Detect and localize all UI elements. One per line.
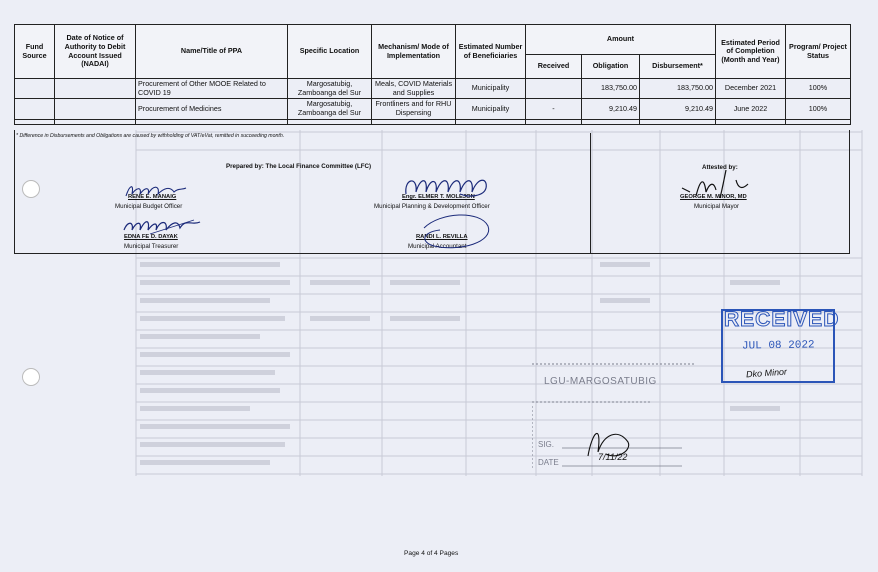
cell-location: Margosatubig, Zamboanga del Sur bbox=[288, 79, 372, 99]
cell-disbursement: 183,750.00 bbox=[640, 79, 716, 99]
table-row-blank bbox=[15, 119, 851, 124]
header-fund-source: Fund Source bbox=[15, 25, 55, 79]
cell-ppa: Procurement of Other MOOE Related to COVID 19 bbox=[136, 79, 288, 99]
footnote: * Difference in Disbursements and Obligations are caused by withholding of VAT/eVat, remitted in succeeding month. bbox=[16, 133, 285, 139]
header-beneficiaries: Estimated Number of Beneficiaries bbox=[456, 25, 526, 79]
received-stamp-date: JUL 08 2022 bbox=[741, 339, 815, 353]
cell-obligation: 9,210.49 bbox=[582, 99, 640, 119]
header-status: Program/ Project Status bbox=[786, 25, 851, 79]
header-mechanism: Mechanism/ Mode of Implementation bbox=[372, 25, 456, 79]
attested-by-label: Attested by: bbox=[702, 164, 738, 171]
cell-received bbox=[526, 79, 582, 99]
header-obligation: Obligation bbox=[582, 55, 640, 79]
budget-officer-title: Municipal Budget Officer bbox=[115, 203, 183, 210]
treasurer-name: EDNA FE D. DAYAK bbox=[124, 234, 178, 240]
cell-fund-source bbox=[15, 79, 55, 99]
treasurer-title: Municipal Treasurer bbox=[124, 243, 179, 250]
cell-obligation: 183,750.00 bbox=[582, 79, 640, 99]
table-row bbox=[15, 79, 851, 99]
header-location: Specific Location bbox=[288, 25, 372, 79]
mayor-name: GEORGE M. MINOR, MD bbox=[680, 194, 747, 200]
table-row bbox=[15, 99, 851, 119]
planning-officer-title: Municipal Planning & Development Officer bbox=[374, 203, 490, 210]
cell-disbursement: 9,210.49 bbox=[640, 99, 716, 119]
lgu-office-stamp-sig-label: SIG. bbox=[538, 440, 555, 449]
prepared-by-label: Prepared by: The Local Finance Committee (LFC) bbox=[226, 163, 372, 170]
lgu-office-stamp-date-label: DATE bbox=[538, 458, 559, 467]
mayor-title: Municipal Mayor bbox=[694, 203, 740, 210]
header-amount: Amount bbox=[526, 25, 716, 55]
budget-officer-name: RENE E. MANAIG bbox=[128, 194, 177, 200]
cell-period: June 2022 bbox=[716, 99, 786, 119]
page-number: Page 4 of 4 Pages bbox=[404, 550, 459, 557]
header-disbursement: Disbursement* bbox=[640, 55, 716, 79]
cell-nadai bbox=[55, 79, 136, 99]
cell-mechanism: Meals, COVID Materials and Supplies bbox=[372, 79, 456, 99]
cell-status: 100% bbox=[786, 99, 851, 119]
cell-mechanism: Frontliners and for RHU Dispensing bbox=[372, 99, 456, 119]
cell-fund-source bbox=[15, 99, 55, 119]
accountant-title: Municipal Accountant bbox=[408, 243, 467, 250]
signature-divider bbox=[590, 133, 591, 254]
planning-officer-name: Engr. ELMER T. MOLEJON bbox=[402, 194, 475, 200]
accountant-name: RANDI L. REVILLA bbox=[416, 234, 468, 240]
ppa-report-table bbox=[14, 24, 851, 125]
binder-hole-bottom bbox=[22, 368, 40, 386]
lgu-office-stamp bbox=[532, 362, 696, 472]
cell-ppa: Procurement of Medicines bbox=[136, 99, 288, 119]
cell-nadai bbox=[55, 99, 136, 119]
report-table-container bbox=[14, 24, 850, 125]
header-period: Estimated Period of Completion (Month and Year) bbox=[716, 25, 786, 79]
received-stamp bbox=[720, 308, 840, 384]
cell-status: 100% bbox=[786, 79, 851, 99]
cell-location: Margosatubig, Zamboanga del Sur bbox=[288, 99, 372, 119]
cell-beneficiaries: Municipality bbox=[456, 79, 526, 99]
header-nadai: Date of Notice of Authority to Debit Account Issued (NADAI) bbox=[55, 25, 136, 79]
lgu-office-stamp-name: LGU-MARGOSATUBIG bbox=[544, 376, 657, 387]
lgu-office-stamp-date-value: 7/11/22 bbox=[598, 452, 628, 462]
header-received: Received bbox=[526, 55, 582, 79]
cell-period: December 2021 bbox=[716, 79, 786, 99]
header-ppa: Name/Title of PPA bbox=[136, 25, 288, 79]
cell-beneficiaries: Municipality bbox=[456, 99, 526, 119]
received-stamp-initials: Dko Minor bbox=[745, 366, 788, 380]
received-stamp-word: RECEIVED bbox=[724, 308, 840, 331]
cell-received: - bbox=[526, 99, 582, 119]
